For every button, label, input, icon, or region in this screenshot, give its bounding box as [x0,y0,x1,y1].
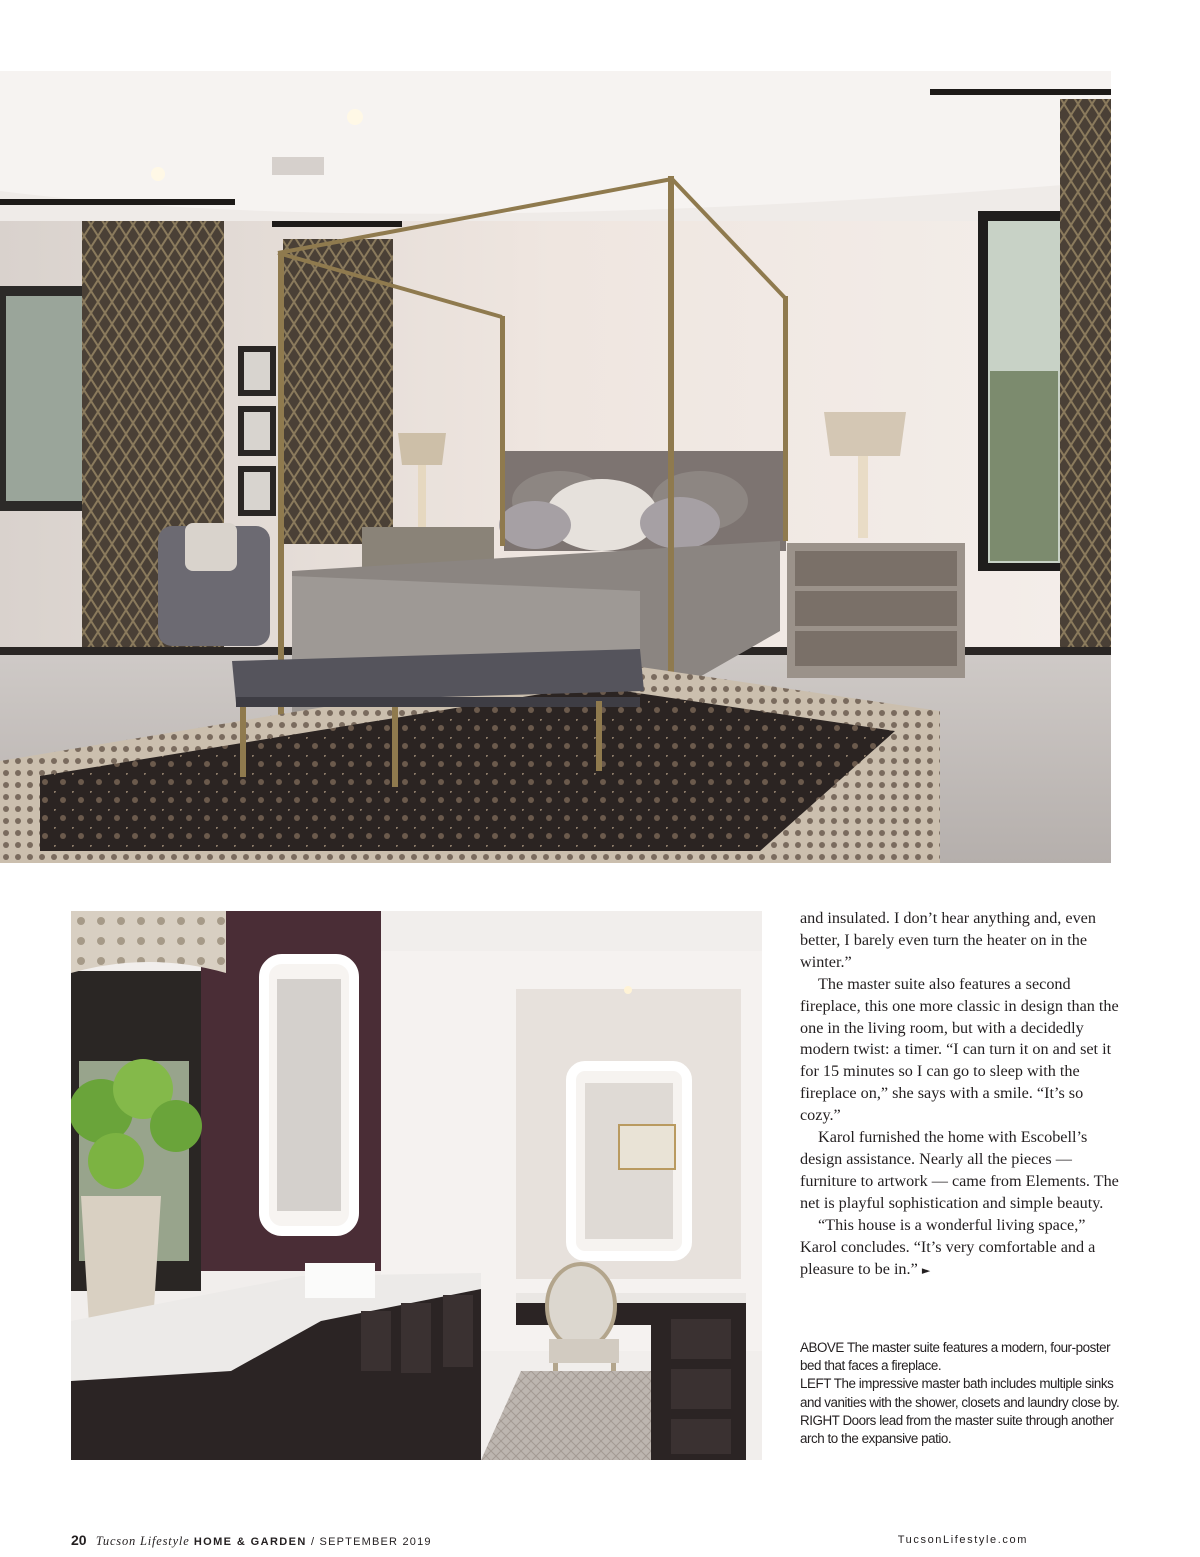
master-bath-photo-illustration [71,911,762,1460]
body-paragraph-text: “This house is a wonderful living space,” Karol concludes. “It’s very comfortable and a pleasure to be in.” [800,1215,1096,1278]
section-name: HOME & GARDEN [193,1536,307,1548]
issue-date: SEPTEMBER 2019 [319,1536,432,1548]
page-folio [71,1532,432,1549]
website-url: TucsonLifestyle.com [897,1534,1028,1546]
bedroom-photo [0,71,1111,863]
page-number: 20 [71,1532,87,1548]
caption-right [800,1412,1120,1448]
master-bath-photo [71,911,762,1460]
caption-text: The master suite features a modern, four-poster bed that faces a fireplace. [800,1340,1111,1374]
body-paragraph: The master suite also features a second fireplace, this one more classic in design than the one in the living room, but with a decidedly modern twist: a timer. “I can turn it on and set it for 15 minutes so I can go to sleep with the fireplace on,” she says with a smile. “It’s so cozy.” [800,974,1119,1125]
body-paragraph: and insulated. I don’t hear anything and, even better, I barely even turn the heater on in the winter.” [800,909,1096,971]
caption-above [800,1339,1120,1375]
photo-captions [800,1339,1120,1448]
article-body [800,908,1126,1281]
bedroom-photo-illustration [0,71,1111,863]
caption-left [800,1375,1120,1411]
caption-lead: ABOVE [800,1340,844,1355]
folio-separator: / [311,1536,316,1548]
magazine-name: Tucson Lifestyle [95,1534,190,1548]
caption-text: Doors lead from the master suite through another arch to the expansive patio. [800,1412,1114,1447]
caption-text: The impressive master bath includes multiple sinks and vanities with the shower, closets and laundry close by. [800,1376,1120,1410]
caption-lead: LEFT [800,1376,831,1392]
body-paragraph: Karol furnished the home with Escobell’s design assistance. Nearly all the pieces — furniture to artwork — came from Elements. The net is playful sophistication and simple beauty. [800,1128,1119,1212]
body-paragraph-last [800,1215,1126,1282]
caption-lead: RIGHT [800,1412,840,1428]
end-of-article-icon: ► [921,1263,931,1277]
